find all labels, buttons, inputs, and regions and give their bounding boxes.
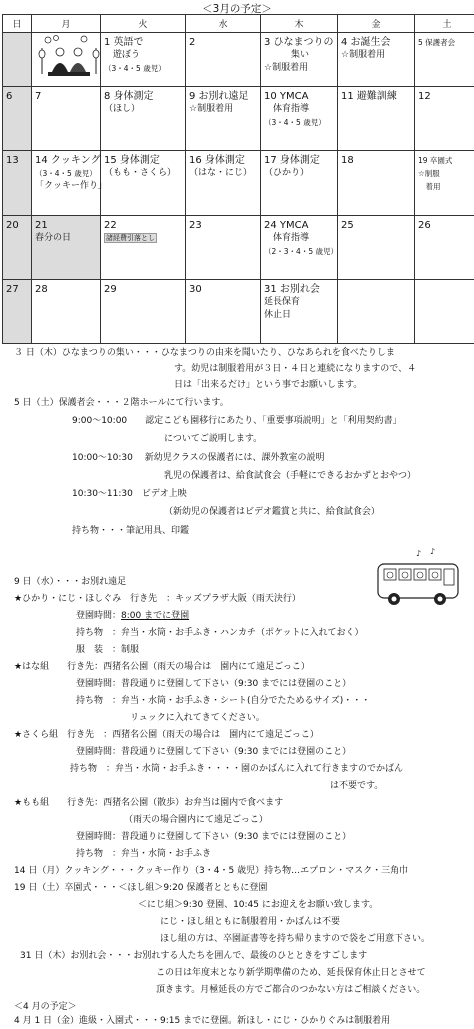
calendar-day-cell — [186, 279, 261, 343]
weekday-header: 金 — [338, 15, 415, 33]
calendar-day-cell — [338, 279, 415, 343]
note-line: 登園時間：普段通りに登園して下さい（9:30 までには登園のこと） — [76, 677, 351, 692]
note-line: す。幼児は制服着用が３日・４日と連続になりますので、４ — [174, 362, 416, 377]
day-entry-text: 24 YMCA — [264, 219, 335, 232]
calendar-day-cell — [101, 279, 186, 343]
day-entry-text: （ほし） — [104, 103, 183, 116]
day-entry-text: 体育指導 — [264, 232, 335, 245]
calendar-day-cell — [261, 215, 338, 279]
day-entry-text: 16 身体測定 — [189, 154, 258, 167]
note-line: 登園時間：普段通りに登園して下さい（9:30 までには登園のこと） — [76, 745, 351, 760]
calendar-day-cell — [415, 33, 474, 87]
hina-dolls-icon — [38, 34, 100, 80]
day-entry-text: 遊ぼう — [104, 49, 183, 62]
calendar-week-row — [3, 279, 474, 343]
note-line: 19 日（土）卒園式・・・＜ほし組＞9:20 保護者とともに登園 — [14, 881, 267, 896]
calendar-day-cell — [415, 279, 474, 343]
day-entry-text: （ひかり） — [264, 167, 335, 180]
calendar-day-cell — [3, 87, 32, 151]
note-line: ほし組の方は、卒園証書等を持ち帰りますので袋をご用意下さい。 — [160, 932, 430, 947]
day-entry-text: 21 — [35, 219, 98, 232]
calendar-day-cell — [186, 151, 261, 215]
page-title: ＜3月の予定＞ — [0, 1, 474, 16]
day-entry-text: 春分の日 — [35, 232, 98, 245]
day-entry-text: 2 — [189, 36, 258, 49]
day-entry-text: （はな・にじ） — [189, 167, 258, 180]
calendar-day-cell — [101, 33, 186, 87]
day-entry-text: 6 — [6, 90, 29, 103]
svg-text:♪: ♪ — [430, 548, 435, 556]
note-line: 9 日（水）・・・お別れ遠足 — [14, 575, 126, 590]
weekday-header: 土 — [415, 15, 474, 33]
day-entry-text: 体育指導 — [264, 103, 335, 116]
note-line: 14 日（月）クッキング・・・クッキー作り（3・4・5 歳児）持ち物…エプロン・マスク・三角巾 — [14, 864, 408, 879]
day-entry-text: 26 — [418, 219, 474, 232]
calendar-day-cell — [101, 87, 186, 151]
note-line: 乳児の保護者は、給食試食会（手軽にできるおかずとおやつ） — [164, 469, 416, 484]
note-line: についてご説明します。 — [164, 432, 262, 447]
day-entry-text: 1 英語で — [104, 36, 183, 49]
day-entry-text: 20 — [6, 219, 29, 232]
svg-text:♪: ♪ — [416, 549, 421, 558]
calendar-day-cell — [32, 215, 101, 279]
calendar-day-cell — [101, 215, 186, 279]
calendar-day-cell — [261, 279, 338, 343]
weekday-header: 木 — [261, 15, 338, 33]
day-entry-text: 諸経費引落とし — [104, 232, 183, 245]
note-line: 9:00～10:00 認定こども園移行にあたり、「重要事項説明」と「利用契約書」 — [72, 414, 402, 429]
calendar-day-cell — [338, 33, 415, 87]
day-entry-text: 8 身体測定 — [104, 90, 183, 103]
day-entry-text: 4 お誕生会 — [341, 36, 412, 49]
calendar-week-row — [3, 87, 474, 151]
calendar-day-cell — [261, 151, 338, 215]
weekday-header: 水 — [186, 15, 261, 33]
calendar-day-cell — [261, 33, 338, 87]
calendar-day-cell — [415, 215, 474, 279]
day-entry-text: 17 身体測定 — [264, 154, 335, 167]
note-line: 頂きます。月極延長の方でご都合のつかない方はご相談ください。 — [156, 983, 425, 998]
note-line: 持ち物 ：弁当・水筒・お手ふき — [76, 847, 211, 862]
day-entry-text: 7 — [35, 90, 98, 103]
calendar-day-cell — [338, 215, 415, 279]
calendar-day-cell — [261, 87, 338, 151]
note-line: ★はな組 行き先：西猪名公園（雨天の場合は 園内にて遠足ごっこ） — [14, 660, 310, 675]
note-line: 登園時間：普段通りに登園して下さい（9:30 までには登園のこと） — [76, 830, 351, 845]
day-entry-text: 5 保護者会 — [418, 36, 474, 49]
day-entry-text: 22 — [104, 219, 183, 232]
day-entry-text: 13 — [6, 154, 29, 167]
day-entry-text: 28 — [35, 283, 98, 296]
note-line: ＜4 月の予定＞ — [14, 1000, 77, 1015]
day-entry-text: 14 クッキング — [35, 154, 98, 167]
note-line: 持ち物・・・筆記用具、印鑑 — [72, 524, 189, 539]
note-line: ★さくら組 行き先 ：西猪名公園（雨天の場合は 園内にて遠足ごっこ） — [14, 728, 319, 743]
day-entry-text: 12 — [418, 90, 474, 103]
calendar-day-cell — [186, 215, 261, 279]
calendar-day-cell — [32, 279, 101, 343]
day-entry-text: （もも・さくら） — [104, 167, 183, 180]
note-line: 持ち物 ：弁当・水筒・お手ふき・・・・園のかばんに入れて行きますのでかばん — [70, 762, 403, 777]
note-line: 4 月 1 日（金）進級・入園式・・・9:15 までに登園。新ほし・にじ・ひかりぐみは制服着用 — [14, 1014, 390, 1029]
day-entry-text: ☆制服着用 — [189, 103, 258, 116]
day-entry-text: 休止日 — [264, 309, 335, 322]
day-entry-text: （2・3・4・5 歳児） — [264, 245, 335, 258]
day-entry-text: 30 — [189, 283, 258, 296]
note-line: 31 日（木）お別れ会・・・お別れする人たちを囲んで、最後のひとときをすごします — [20, 949, 367, 964]
day-entry-text: 10 YMCA — [264, 90, 335, 103]
day-entry-text: 11 避難訓練 — [341, 90, 412, 103]
day-entry-text: 31 お別れ会 — [264, 283, 335, 296]
day-entry-text: 3 ひなまつりの — [264, 36, 335, 49]
calendar-week-row — [3, 151, 474, 215]
day-entry-text: 「クッキー作り」 — [35, 180, 98, 193]
note-line: ★もも組 行き先：西猪名公園（散歩）お弁当は園内で食べます — [14, 796, 283, 811]
day-entry-text: ☆制服 — [418, 167, 474, 180]
note-line: 10:00～10:30 新幼児クラスの保護者には、課外教室の説明 — [72, 451, 324, 466]
day-entry-text: 集い — [264, 49, 335, 62]
weekday-header: 月 — [32, 15, 101, 33]
day-entry-text: 18 — [341, 154, 412, 167]
day-entry-text: 9 お別れ遠足 — [189, 90, 258, 103]
note-line: 持ち物 ：弁当・水筒・お手ふき・ハンカチ（ポケットに入れておく） — [76, 626, 364, 641]
day-entry-text: 延長保育 — [264, 296, 335, 309]
weekday-header: 日 — [3, 15, 32, 33]
note-line: 登園時間：8:00 までに登園 — [76, 609, 189, 624]
day-entry-text: 15 身体測定 — [104, 154, 183, 167]
day-entry-text: 27 — [6, 283, 29, 296]
calendar-day-cell — [338, 151, 415, 215]
day-entry-text: （3・4・5 歳児） — [35, 167, 98, 180]
calendar-day-cell — [338, 87, 415, 151]
underlined-time: 8:00 までに登園 — [121, 611, 189, 621]
calendar-day-cell — [32, 87, 101, 151]
note-line: 10:30～11:30 ビデオ上映 — [72, 487, 187, 502]
note-line: （雨天の場合園内にて遠足ごっこ） — [124, 813, 268, 828]
calendar-day-cell — [32, 151, 101, 215]
day-entry-text: （3・4・5 歳児） — [104, 62, 183, 75]
note-line: 5 日（土）保護者会・・・２階ホールにて行います。 — [14, 396, 229, 411]
note-line: にじ・ほし組ともに制服着用・かばんは不要 — [160, 915, 340, 930]
calendar-day-cell — [3, 279, 32, 343]
note-line: 持ち物 ：弁当・水筒・お手ふき・シート(自分でたためるサイズ)・・・ — [76, 694, 370, 709]
note-line: （新幼児の保護者はビデオ鑑賞と共に、給食試食会） — [164, 505, 380, 520]
note-line: この日は年度末となり新学期準備のため、延長保育休止日とさせて — [156, 966, 426, 981]
day-entry-text: 19 卒園式 — [418, 154, 474, 167]
calendar-day-cell — [3, 151, 32, 215]
excursion-bus-icon — [372, 548, 462, 610]
calendar-day-cell — [415, 151, 474, 215]
calendar-day-cell — [186, 33, 261, 87]
weekday-header: 火 — [101, 15, 186, 33]
calendar-day-cell — [186, 87, 261, 151]
note-line: ★ひかり・にじ・ほしぐみ 行き先 ：キッズプラザ大阪（雨天決行） — [14, 592, 301, 607]
day-entry-text: 着用 — [418, 180, 474, 193]
calendar-week-row — [3, 215, 474, 279]
day-entry-text: （3・4・5 歳児） — [264, 116, 335, 129]
note-line: ３ 日（木）ひなまつりの集い・・・ひなまつりの由来を聞いたり、ひなあられを食べたりしま — [14, 346, 395, 361]
note-line: 服 装 ：制服 — [76, 643, 139, 658]
calendar-day-cell — [101, 151, 186, 215]
note-line: は不要です。 — [330, 779, 383, 794]
day-entry-text: ☆制服着用 — [341, 49, 412, 62]
day-entry-text: 29 — [104, 283, 183, 296]
note-line: ＜にじ組＞9:30 登園、10:45 にお迎えをお願い致します。 — [138, 898, 378, 913]
day-entry-text: ☆制服着用 — [264, 62, 335, 75]
note-line: リュックに入れてきてください。 — [130, 711, 265, 726]
calendar-header-row — [3, 15, 474, 33]
calendar-day-cell — [415, 87, 474, 151]
day-entry-text: 25 — [341, 219, 412, 232]
note-line: 日は「出来るだけ」という事でお願いします。 — [174, 378, 362, 393]
calendar-day-cell — [3, 215, 32, 279]
calendar-day-cell — [3, 33, 32, 87]
day-entry-text: 23 — [189, 219, 258, 232]
